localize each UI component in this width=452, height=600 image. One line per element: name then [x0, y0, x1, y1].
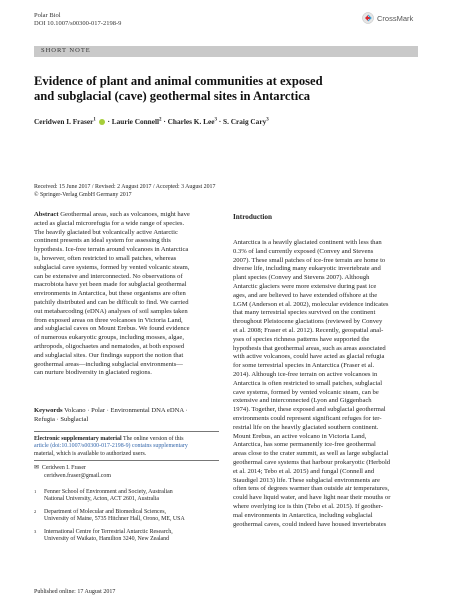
divider — [34, 431, 219, 432]
published-date: Published online: 17 August 2017 — [34, 589, 116, 595]
intro-line: Antarctica, has some permanently ice-free geothermal — [233, 441, 376, 449]
affiliation-number: 1 — [34, 489, 37, 494]
affiliation-number: 3 — [34, 529, 37, 534]
intro-line: 0.3% of land currently exposed (Convey and Stevens — [233, 247, 374, 255]
intro-line: that many terrestrial species survived on the continent — [233, 309, 376, 317]
introduction-body — [233, 239, 419, 529]
author-name[interactable]: Charles K. Lee — [167, 117, 215, 126]
affiliation-number: 2 — [34, 509, 37, 514]
abstract-line: environments in Antarctica, but these organisms are often — [34, 290, 186, 298]
keywords-line: Refugia · Subglacial — [34, 415, 89, 423]
affiliation-line: University of Maine, 5735 Hitchner Hall, Orono, ME, USA — [44, 516, 185, 523]
abstract-line — [34, 211, 219, 220]
esm-label: Electronic supplementary material — [34, 436, 122, 442]
author-affiliation-mark: 3 — [266, 117, 269, 123]
crossmark-label: CrossMark — [377, 13, 414, 23]
abstract-line: geothermal areas—including subglacial environments— — [34, 360, 183, 368]
affiliation-line: International Centre for Terrestrial Antarctic Research, — [44, 529, 173, 535]
abstract-line: from exposed areas on three volcanoes in Victoria Land, — [34, 316, 183, 324]
affiliation-line: Department of Molecular and Biomedical Sciences, — [44, 509, 167, 515]
intro-line: with active volcanoes, could have acted as glacial refugia — [233, 353, 385, 361]
intro-line: et al. 2014; Tebo et al. 2015) and fungal (Connell and — [233, 467, 375, 475]
intro-line: 2014). Although ice-free terrain on active volcanoes in — [233, 370, 378, 378]
intro-line: where overlying ice is thin (Tebo et al. 2015). If geother- — [233, 502, 383, 510]
keywords-label: Keywords — [34, 407, 63, 414]
article-title — [34, 74, 418, 104]
abstract-line: macrobiota have yet been made for subglacial geothermal — [34, 281, 187, 289]
envelope-icon: ✉ — [34, 465, 39, 471]
intro-line: geothermal caves, could indeed have housed invertebrates — [233, 520, 387, 528]
intro-line: 1974). Together, these exposed and subglacial geothermal — [233, 406, 386, 414]
keywords — [34, 407, 219, 425]
affiliation-line: Fenner School of Environment and Society, Australian — [44, 489, 173, 495]
author-name[interactable]: Laurie Connell — [111, 117, 160, 126]
journal-name: Polar Biol — [34, 12, 61, 19]
intro-line: environments could represent significant refuges for ter- — [233, 414, 382, 422]
intro-line: for some terrestrial species in Antarctica (Fraser et al. — [233, 362, 375, 370]
intro-line: Antarctic glaciers were more extensive during past ice — [233, 282, 377, 290]
author-list: Ceridwen I. Fraser$^1$ · Laurie Connell$^2$ · Charles K. Lee$^3$ · S. Craig Cary$^3$ — [34, 117, 269, 126]
abstract-line: is, however, often restricted to small patches, whereas — [34, 254, 177, 262]
doi[interactable]: DOI 10.1007/s00300-017-2198-9 — [34, 20, 122, 27]
section-heading-introduction: Introduction — [233, 213, 273, 221]
affiliation-line: National University, Acton, ACT 2601, Australia — [44, 496, 160, 503]
intro-line: plant species (Convey and Stevens 2007). Although — [233, 274, 370, 282]
intro-line: geothermal cave systems that harbour prokaryotic (Herbold — [233, 458, 391, 466]
intro-line: throughout Pleistocene glaciations (reviewed by Convey — [233, 318, 383, 326]
intro-line: 2007). These small patches of ice-free terrain are home to — [233, 256, 386, 264]
abstract-line: The heavily glaciated but volcanically active Antarctic — [34, 228, 178, 236]
abstract-line: can nurture biodiversity in glaciated regions. — [34, 369, 152, 377]
abstract-line: of numerous eukaryotic groups, including mosses, algae, — [34, 334, 184, 342]
intro-line: diverse life, including many eukaryotic invertebrate and — [233, 265, 381, 273]
author-affiliation-mark: 1 — [93, 117, 96, 123]
esm-line: material, which is available to authorized users. — [34, 450, 147, 457]
abstract-line: hypothesis. Ice-free terrain around volcanoes in Antarctica — [34, 246, 189, 254]
abstract-line: and subglacial caves on Mount Erebus. We found evidence — [34, 325, 190, 333]
esm-line-text: The online version of this — [122, 436, 184, 442]
intro-line: et al. 2008; Fraser et al. 2012). Recently, geospatial anal- — [233, 326, 384, 334]
intro-line: areas close to the crater summit, as well as large subglacial — [233, 450, 389, 458]
intro-line: restrial life on the heavily glaciated southern continent. — [233, 423, 379, 431]
article-type-banner — [34, 46, 418, 57]
intro-line: extensive and interconnected (Lyon and Giggenbach — [233, 397, 372, 405]
abstract-line: acted as glacial microrefugia for a wide range of species. — [34, 219, 185, 227]
abstract-line: continent presents an ideal system for assessing this — [34, 237, 171, 245]
received-dates: Received: 15 June 2017 / Revised: 2 August 2017 / Accepted: 3 August 2017 — [34, 184, 216, 190]
corresponding-line — [34, 465, 219, 473]
abstract-line: subglacial cave systems, formed by vented volcanic steam, — [34, 263, 190, 271]
esm-doi-line[interactable]: article (doi:10.1007/s00300-017-2198-9) contains supplementary — [34, 443, 188, 450]
abstract-label: Abstract — [34, 211, 59, 218]
supplementary-note — [34, 436, 219, 458]
title-line: and subglacial (cave) geothermal sites in Antarctica — [34, 89, 311, 103]
intro-line: often tens of degrees warmer than outside air temperatures, — [233, 485, 390, 493]
corresponding-author — [34, 465, 219, 480]
article-type: SHORT NOTE — [41, 47, 91, 54]
intro-line: Mount Erebus, an active volcano in Victoria Land, — [233, 432, 367, 440]
crossmark-icon — [362, 12, 374, 24]
abstract-line-text: Geothermal areas, such as volcanoes, might have — [60, 211, 190, 218]
copyright: © Springer-Verlag GmbH Germany 2017 — [34, 192, 132, 198]
abstract-line: arthropods, oligochaetes and nematodes, at both exposed — [34, 342, 185, 350]
affiliation — [34, 489, 219, 504]
intro-line: mal environments in Antarctica, including subglacial — [233, 511, 373, 519]
abstract-line: out metabarcoding (eDNA) analyses of soil samples taken — [34, 307, 188, 315]
corresponding-email[interactable]: ceridwen.fraser@gmail.com — [44, 472, 111, 479]
article-history — [34, 183, 424, 199]
author-affiliation-mark: 3 — [214, 117, 217, 123]
intro-line: Antarctica is a heavily glaciated continent with less than — [233, 239, 382, 246]
divider — [34, 460, 219, 461]
title-line: Evidence of plant and animal communities at exposed — [34, 74, 323, 88]
abstract-line: patchily distributed and can be difficult to find. We carried — [34, 298, 189, 306]
abstract — [34, 211, 219, 378]
orcid-icon[interactable] — [99, 119, 105, 125]
author-name[interactable]: S. Craig Cary — [223, 117, 267, 126]
intro-line: ages, and are believed to have extended offshore at the — [233, 291, 378, 299]
crossmark-logo[interactable] — [362, 12, 413, 24]
keywords-line-text: Volcano · Polar · Environmental DNA eDNA · — [64, 407, 188, 414]
corresponding-name: Ceridwen I. Fraser — [41, 465, 86, 471]
intro-line: yses of species richness patterns have supported the — [233, 335, 370, 343]
affiliation — [34, 529, 219, 544]
author-affiliation-mark: 2 — [159, 117, 162, 123]
intro-line: Staudigel 2013) life. These subglacial environments are — [233, 476, 380, 484]
journal-header — [34, 12, 121, 28]
keywords-line — [34, 407, 219, 416]
abstract-line: can be extensive and interconnected. No observations of — [34, 272, 183, 280]
intro-line: could have liquid water, and have light near their mouths or — [233, 494, 391, 502]
affiliation — [34, 509, 219, 524]
intro-line: Antarctica is often restricted to small patches, subglacial — [233, 379, 383, 387]
intro-line: cave systems, formed by vented volcanic steam, can be — [233, 388, 379, 396]
intro-line: LGM (Anderson et al. 2002), molecular evidence indicates — [233, 300, 389, 308]
abstract-line: and subglacial sites. Our findings support the notion that — [34, 351, 184, 359]
intro-line: hypothesis that geothermal areas, such as areas associated — [233, 344, 386, 352]
affiliation-line: University of Waikato, Hamilton 3240, New Zealand — [44, 536, 170, 543]
author-name[interactable]: Ceridwen I. Fraser — [34, 117, 94, 126]
